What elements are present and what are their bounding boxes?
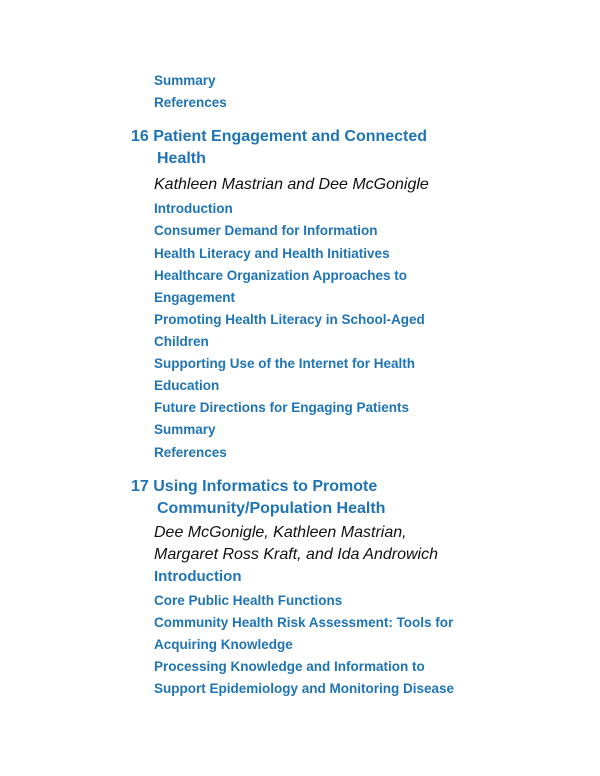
chapter-17-authors-line1: Dee McGonigle, Kathleen Mastrian, [154,524,407,541]
toc-item[interactable]: Summary [154,422,216,437]
toc-item[interactable]: Introduction [154,201,233,216]
toc-item[interactable]: Engagement [154,290,236,305]
toc-item[interactable]: Supporting Use of the Internet for Health [154,356,416,371]
chapter-16-authors: Kathleen Mastrian and Dee McGonigle [154,176,429,193]
toc-item[interactable]: Promoting Health Literacy in School-Aged [154,312,425,327]
toc-item[interactable]: Children [154,334,209,349]
toc-item[interactable]: Education [154,378,220,393]
chapter-17-title-line1: 17 Using Informatics to Promote [131,478,378,495]
chapter-16-title-line1: 16 Patient Engagement and Connected [131,128,428,145]
chapter-16-title-line2: Health [157,150,206,167]
chapter-17-authors-line2: Margaret Ross Kraft, and Ida Androwich [154,546,438,563]
toc-item[interactable]: References [154,445,227,460]
toc-item[interactable]: Acquiring Knowledge [154,637,293,652]
toc-item[interactable]: Support Epidemiology and Monitoring Disease [154,681,455,696]
toc-item[interactable]: Future Directions for Engaging Patients [154,400,410,415]
toc-item[interactable]: Consumer Demand for Information [154,223,378,238]
toc-item-summary[interactable]: Summary [154,73,216,88]
toc-item[interactable]: Community Health Risk Assessment: Tools for [154,615,454,630]
chapter-17-title-line2: Community/Population Health [157,500,386,517]
chapter-16-title[interactable] [131,126,427,170]
toc-item-references[interactable]: References [154,95,227,110]
toc-item[interactable]: Health Literacy and Health Initiatives [154,246,390,261]
toc-item-introduction[interactable]: Introduction [154,568,242,585]
chapter-17-title[interactable] [131,476,385,520]
toc-item[interactable]: Core Public Health Functions [154,593,343,608]
toc-item[interactable]: Healthcare Organization Approaches to [154,268,408,283]
toc-item[interactable]: Processing Knowledge and Information to [154,659,425,674]
